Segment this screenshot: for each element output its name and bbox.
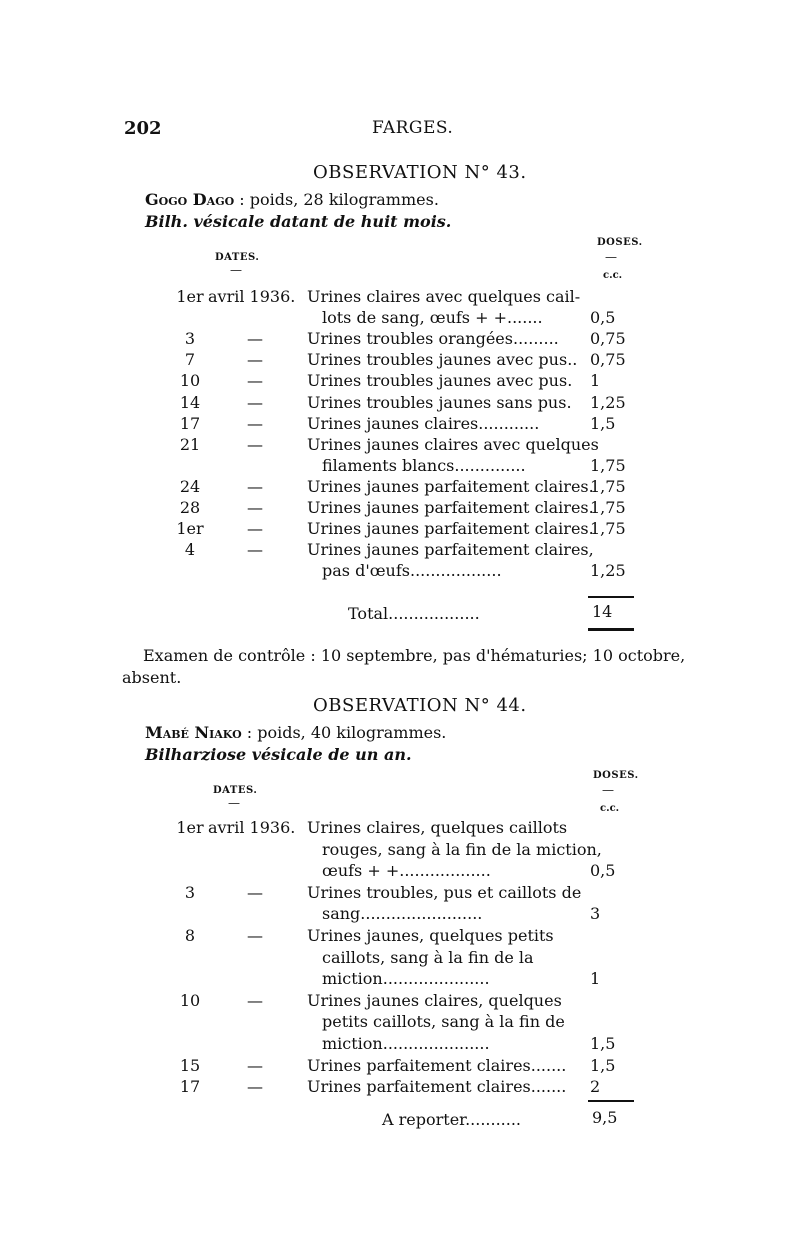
date-ditto: — bbox=[247, 926, 263, 945]
dose-value: 1,75 bbox=[590, 519, 626, 539]
table-row bbox=[0, 926, 800, 947]
date-ditto: — bbox=[247, 413, 263, 433]
reporter-value: 9,5 bbox=[592, 1108, 618, 1127]
control-exam-line-1: Examen de contrôle : 10 septembre, pas d'hématuries; 10 octobre, bbox=[143, 646, 686, 665]
table-row bbox=[0, 371, 800, 392]
date-day: 17 bbox=[179, 1077, 201, 1097]
table-row bbox=[0, 948, 800, 969]
observation-text: pas d'œufs.................. bbox=[322, 561, 502, 581]
reporter-rule bbox=[588, 1100, 634, 1102]
dose-value: 0,75 bbox=[590, 350, 626, 370]
dose-value: 1,25 bbox=[590, 392, 626, 412]
patient-info: : poids, 28 kilogrammes. bbox=[234, 190, 439, 209]
dose-value: 1,75 bbox=[590, 455, 626, 475]
dose-value: 2 bbox=[590, 1077, 601, 1097]
table-row bbox=[0, 435, 800, 456]
date-day: 10 bbox=[179, 371, 201, 391]
page-number: 202 bbox=[124, 118, 162, 139]
date-ditto: — bbox=[247, 1055, 263, 1075]
observation-text: Urines jaunes parfaitement claires, bbox=[307, 540, 594, 560]
observation-text: rouges, sang à la fin de la miction, bbox=[322, 839, 602, 859]
table-row bbox=[0, 840, 800, 861]
table-row bbox=[0, 477, 800, 498]
dose-value: 1,5 bbox=[590, 413, 616, 433]
date-ditto: — bbox=[247, 329, 263, 349]
date-ditto: — bbox=[247, 1077, 263, 1097]
dose-value: 1,25 bbox=[590, 561, 626, 581]
date-ditto: — bbox=[247, 371, 263, 391]
doses-dash: — bbox=[602, 783, 614, 797]
date-day: 10 bbox=[179, 990, 201, 1010]
observation-text: Urines troubles, pus et caillots de bbox=[307, 882, 582, 902]
observation-text: Urines jaunes parfaitement claires. bbox=[307, 476, 594, 496]
observation-text: Urines jaunes claires, quelques bbox=[307, 990, 562, 1010]
dates-dash: — bbox=[228, 796, 240, 810]
dose-value: 3 bbox=[590, 904, 601, 924]
total-underline bbox=[588, 628, 634, 631]
dose-value: 1,75 bbox=[590, 498, 626, 517]
table-row bbox=[0, 519, 800, 540]
observation-text: Urines jaunes claires............ bbox=[307, 413, 540, 433]
observation-44-title: OBSERVATION N° 44. bbox=[313, 695, 527, 716]
date-day: 28 bbox=[179, 498, 201, 517]
date-day: 24 bbox=[179, 476, 201, 496]
table-row bbox=[0, 308, 800, 329]
dates-column-header: DATES. bbox=[213, 785, 258, 796]
date-day: 8 bbox=[184, 926, 196, 945]
observation-text: Urines troubles jaunes avec pus. bbox=[307, 371, 573, 391]
date-day: 7 bbox=[184, 350, 196, 370]
table-row bbox=[0, 991, 800, 1012]
observation-text: Urines jaunes parfaitement claires. bbox=[307, 519, 594, 539]
table-row bbox=[0, 904, 800, 925]
dose-value: 1 bbox=[590, 371, 601, 391]
dose-value: 0,75 bbox=[590, 329, 626, 349]
date-ditto: — bbox=[247, 990, 263, 1010]
date-ditto: — bbox=[247, 498, 263, 517]
dose-value: 0,5 bbox=[590, 308, 616, 328]
dose-value: 1,75 bbox=[590, 476, 626, 496]
total-rule bbox=[588, 596, 634, 598]
observation-text: Urines parfaitement claires....... bbox=[307, 1055, 567, 1075]
dates-dash: — bbox=[230, 263, 242, 277]
date-ditto: — bbox=[247, 519, 263, 539]
date-day: 4 bbox=[184, 540, 196, 560]
table-row bbox=[0, 1012, 800, 1033]
table-row bbox=[0, 350, 800, 371]
date-ditto: — bbox=[247, 434, 263, 454]
table-row bbox=[0, 456, 800, 477]
date-ditto: — bbox=[247, 476, 263, 496]
reporter-label: A reporter........... bbox=[382, 1110, 522, 1129]
dose-value: 1,5 bbox=[590, 1034, 616, 1053]
observation-text: filaments blancs.............. bbox=[322, 455, 526, 475]
patient-name: Mabé Niako bbox=[145, 723, 242, 742]
date-ditto: — bbox=[247, 392, 263, 412]
date-day: 15 bbox=[179, 1055, 201, 1075]
observation-text: Urines jaunes claires avec quelques bbox=[307, 434, 599, 454]
observation-text: œufs + +.................. bbox=[322, 861, 491, 881]
date-month: avril 1936. bbox=[208, 287, 296, 306]
date-day: 3 bbox=[184, 329, 196, 349]
table-row bbox=[0, 1077, 800, 1098]
date-month: avril 1936. bbox=[208, 818, 296, 837]
date-day: 1er bbox=[176, 519, 204, 539]
observation-43-diagnosis: Bilh. vésicale datant de huit mois. bbox=[145, 212, 452, 231]
observation-43-patient bbox=[145, 190, 439, 209]
table-row bbox=[0, 414, 800, 435]
table-row bbox=[0, 969, 800, 990]
observation-text: Urines troubles jaunes sans pus. bbox=[307, 392, 572, 412]
observation-text: miction..................... bbox=[322, 1034, 490, 1053]
table-row bbox=[0, 329, 800, 350]
dose-value: 0,5 bbox=[590, 861, 616, 881]
table-row bbox=[0, 1034, 800, 1055]
doses-column-header: DOSES. bbox=[593, 770, 639, 781]
dates-column-header: DATES. bbox=[215, 252, 260, 263]
table-row bbox=[0, 861, 800, 882]
observation-text: Urines jaunes parfaitement claires. bbox=[307, 498, 594, 517]
table-row bbox=[0, 818, 800, 839]
observation-text: miction..................... bbox=[322, 969, 490, 989]
date-day: 17 bbox=[179, 413, 201, 433]
date-ditto: — bbox=[247, 540, 263, 560]
dose-value: 1 bbox=[590, 969, 601, 989]
dose-unit: c.c. bbox=[603, 270, 623, 281]
observation-text: sang........................ bbox=[322, 904, 483, 924]
control-exam-line-2: absent. bbox=[122, 668, 182, 687]
observation-text: caillots, sang à la fin de la bbox=[322, 947, 534, 967]
date-day: 21 bbox=[179, 434, 201, 454]
date-day: 1er bbox=[176, 287, 204, 306]
running-title: FARGES. bbox=[372, 118, 454, 138]
dose-unit: c.c. bbox=[600, 803, 620, 814]
dose-value: 1,5 bbox=[590, 1055, 616, 1075]
observation-43-title: OBSERVATION N° 43. bbox=[313, 162, 527, 183]
observation-text: Urines troubles jaunes avec pus.. bbox=[307, 350, 578, 370]
table-row bbox=[0, 1056, 800, 1077]
total-label: Total.................. bbox=[348, 604, 480, 623]
patient-name: Gogo Dago bbox=[145, 190, 235, 209]
observation-text: lots de sang, œufs + +....... bbox=[322, 308, 543, 328]
observation-text: Urines jaunes, quelques petits bbox=[307, 926, 554, 945]
observation-text: Urines parfaitement claires....... bbox=[307, 1077, 567, 1097]
observation-text: Urines claires avec quelques cail- bbox=[307, 287, 581, 306]
observation-44-diagnosis: Bilharziose vésicale de un an. bbox=[145, 745, 412, 764]
date-ditto: — bbox=[247, 882, 263, 902]
doses-dash: — bbox=[605, 250, 617, 264]
table-row bbox=[0, 561, 800, 582]
table-row bbox=[0, 287, 800, 308]
total-value: 14 bbox=[592, 602, 613, 621]
date-ditto: — bbox=[247, 350, 263, 370]
table-row bbox=[0, 393, 800, 414]
observation-text: Urines troubles orangées......... bbox=[307, 329, 559, 349]
observation-text: Urines claires, quelques caillots bbox=[307, 818, 568, 837]
table-row bbox=[0, 498, 800, 519]
patient-info: : poids, 40 kilogrammes. bbox=[241, 723, 447, 742]
observation-44-patient bbox=[145, 723, 446, 742]
observation-text: petits caillots, sang à la fin de bbox=[322, 1012, 565, 1032]
doses-column-header: DOSES. bbox=[597, 237, 643, 248]
date-day: 1er bbox=[176, 818, 204, 837]
table-row bbox=[0, 540, 800, 561]
date-day: 3 bbox=[184, 882, 196, 902]
date-day: 14 bbox=[179, 392, 201, 412]
table-row bbox=[0, 883, 800, 904]
